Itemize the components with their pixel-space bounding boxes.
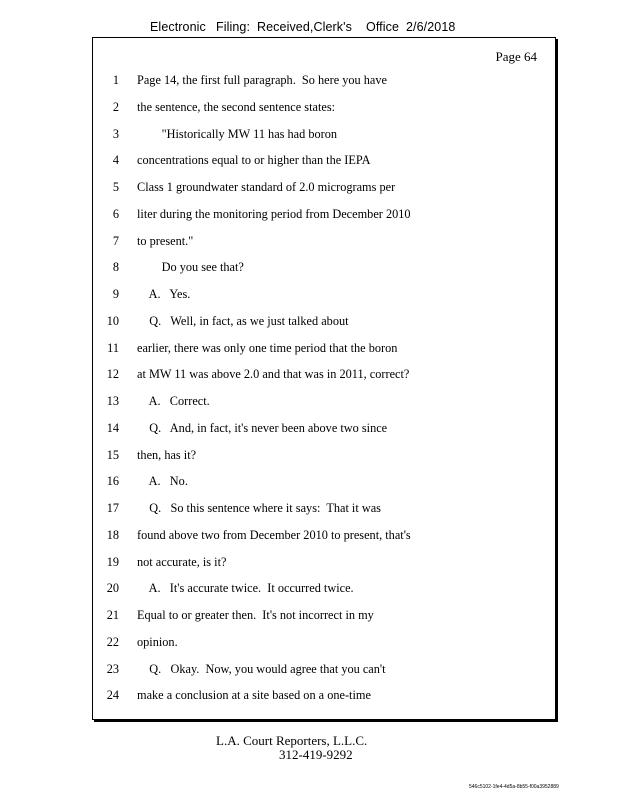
line-text: to present." [137, 233, 194, 248]
line-number: 20 [106, 581, 119, 596]
transcript-line [92, 260, 542, 280]
line-number: 21 [106, 608, 119, 622]
transcript-line [92, 608, 542, 628]
reporter-phone: 312-419-9292 [279, 747, 353, 762]
line-number: 23 [106, 661, 119, 676]
transcript-line [92, 688, 542, 708]
line-text: A. Yes. [137, 287, 191, 301]
line-number: 18 [106, 527, 119, 542]
line-text: A. No. [137, 474, 188, 489]
line-number: 7 [112, 233, 119, 248]
stamp-word-received: Received,Clerk's [257, 20, 352, 34]
line-text: make a conclusion at a site based on a one-time [137, 688, 371, 703]
transcript-line [92, 394, 542, 414]
stamp-word-filing: Filing: [216, 20, 251, 34]
line-number: 10 [106, 313, 119, 328]
transcript-line [92, 153, 542, 173]
transcript-line [92, 341, 542, 361]
line-number: 22 [106, 634, 119, 649]
transcript-line [92, 100, 542, 120]
stamp-word-electronic: Electronic [150, 20, 206, 34]
line-text: then, has it? [137, 447, 197, 462]
line-text: Q. And, in fact, it's never been above two since [137, 420, 388, 435]
line-text: Page 14, the first full paragraph. So here you have [137, 73, 387, 87]
transcript-line [92, 314, 542, 334]
line-text: not accurate, is it? [137, 554, 227, 569]
line-number: 19 [106, 554, 119, 569]
line-text: liter during the monitoring period from December 2010 [137, 206, 411, 221]
transcript-line [92, 474, 542, 494]
line-number: 6 [112, 206, 119, 221]
transcript-line [92, 448, 542, 468]
transcript-line [92, 127, 542, 147]
transcript-line [92, 287, 542, 307]
transcript-line [92, 555, 542, 575]
line-number: 5 [112, 180, 119, 194]
transcript-line [92, 581, 542, 601]
line-number: 3 [112, 126, 119, 141]
line-number: 11 [107, 340, 119, 355]
filing-stamp [0, 20, 618, 36]
line-number: 12 [106, 367, 119, 382]
reporter-name: L.A. Court Reporters, L.L.C. [216, 733, 368, 748]
transcript-line [92, 234, 542, 254]
transcript-line [92, 180, 542, 200]
line-text: the sentence, the second sentence states: [137, 99, 336, 114]
document-hash: 546c5102-1fe4-4d5a-8b55-f00a3952889 [469, 784, 559, 790]
page-number: Page 64 [495, 49, 537, 64]
line-text: Q. Well, in fact, as we just talked about [137, 313, 349, 328]
line-text: A. Correct. [137, 394, 210, 408]
line-text: Q. So this sentence where it says: That it was [137, 501, 381, 515]
line-text: found above two from December 2010 to present, that's [137, 527, 411, 542]
transcript-line [92, 207, 542, 227]
line-text: Q. Okay. Now, you would agree that you can't [137, 661, 386, 676]
line-number: 1 [112, 73, 119, 87]
line-number: 9 [112, 287, 119, 301]
line-text: Do you see that? [137, 260, 244, 275]
line-number: 13 [106, 394, 119, 408]
transcript-line [92, 421, 542, 441]
line-number: 16 [106, 474, 119, 489]
transcript-line [92, 662, 542, 682]
transcript-line [92, 528, 542, 548]
line-number: 8 [112, 260, 119, 275]
stamp-date: 2/6/2018 [406, 20, 456, 34]
line-text: earlier, there was only one time period that the boron [137, 340, 398, 355]
line-text: at MW 11 was above 2.0 and that was in 2011, correct? [137, 367, 410, 382]
line-text: Equal to or greater then. It's not incorrect in my [137, 608, 374, 622]
line-text: A. It's accurate twice. It occurred twice. [137, 581, 354, 596]
line-text: "Historically MW 11 has had boron [137, 126, 338, 141]
line-number: 17 [106, 501, 119, 515]
line-number: 24 [106, 688, 119, 703]
line-number: 14 [106, 420, 119, 435]
transcript-line [92, 635, 542, 655]
line-text: Class 1 groundwater standard of 2.0 micrograms per [137, 180, 396, 194]
stamp-word-office: Office [366, 20, 400, 34]
line-text: concentrations equal to or higher than the IEPA [137, 153, 371, 168]
transcript-line [92, 73, 542, 93]
line-number: 2 [112, 99, 119, 114]
line-number: 4 [112, 153, 119, 168]
transcript-line [92, 367, 542, 387]
transcript-line [92, 501, 542, 521]
line-number: 15 [106, 447, 119, 462]
line-text: opinion. [137, 634, 178, 649]
